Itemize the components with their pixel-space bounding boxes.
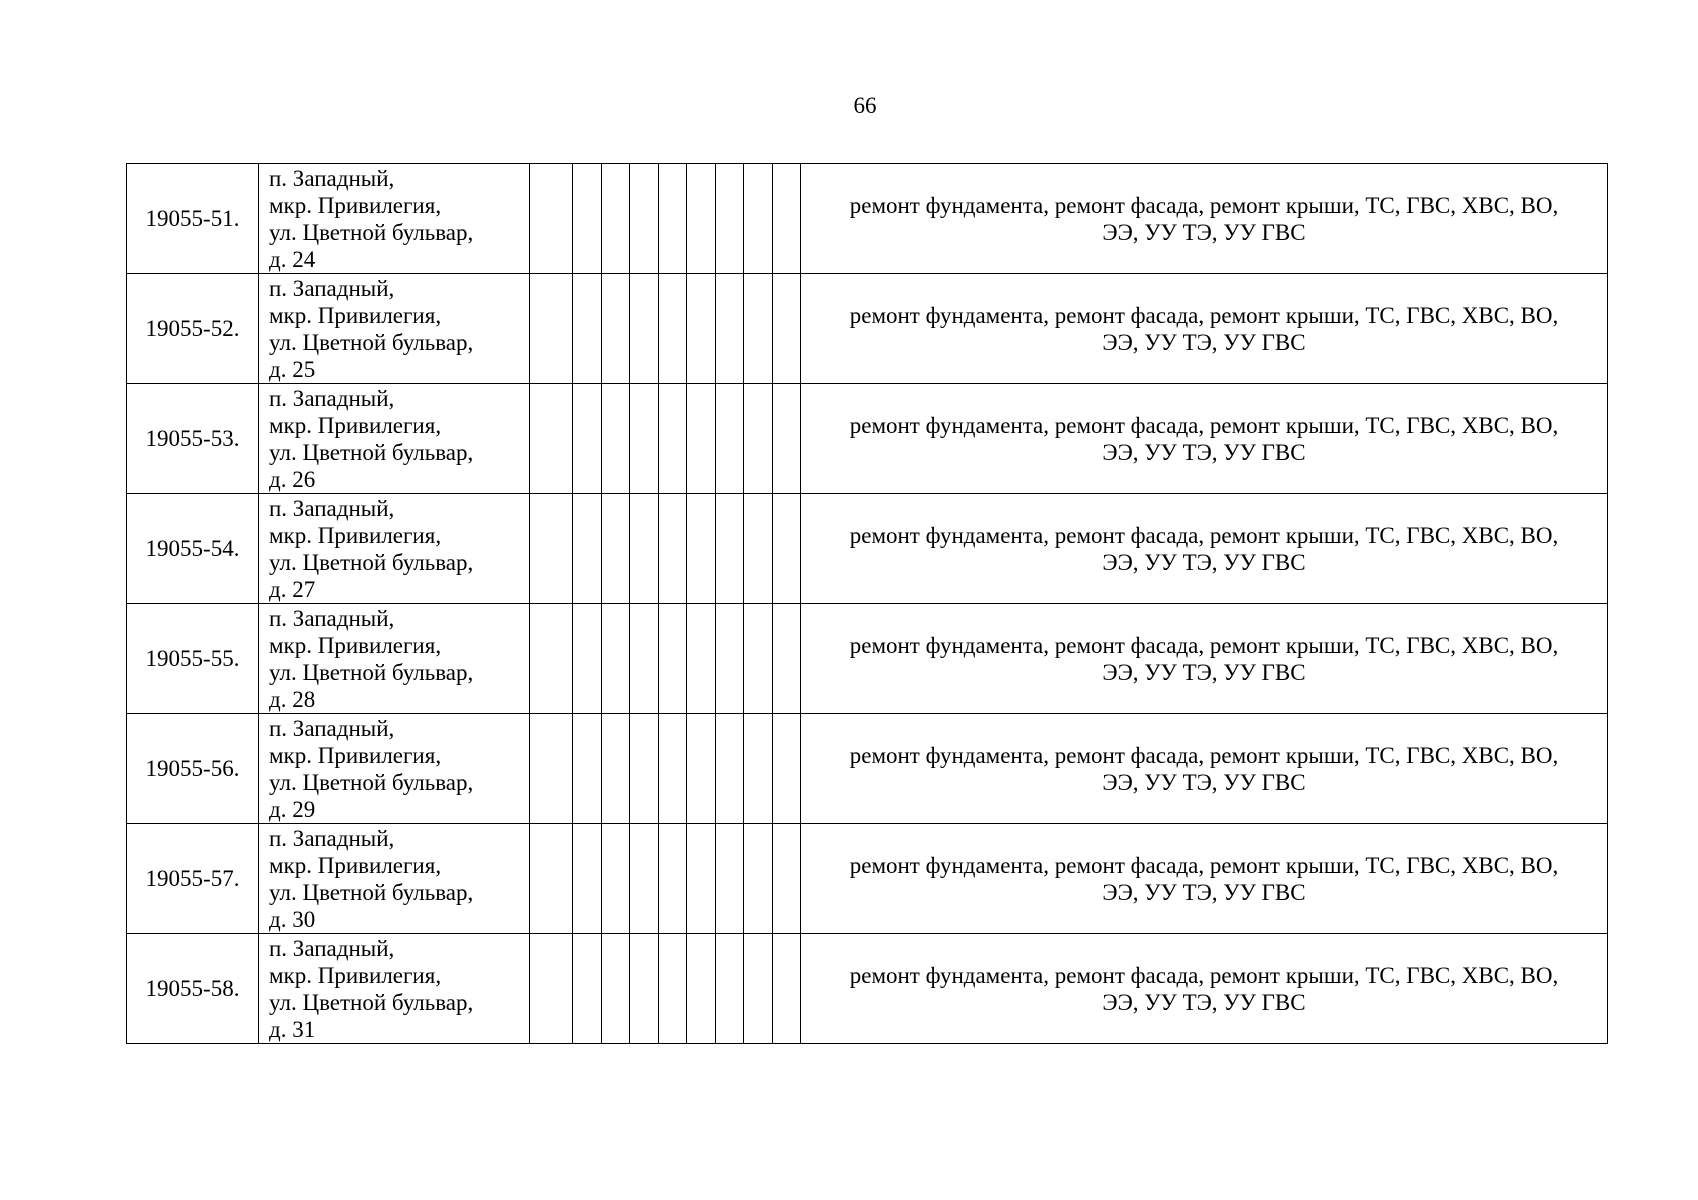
empty-cell — [687, 494, 716, 604]
works-line: ремонт фундамента, ремонт фасада, ремонт крыши, ТС, ГВС, ХВС, ВО, — [849, 412, 1559, 438]
address-line: п. Западный, — [269, 935, 395, 961]
row-number-cell: 19055-57. — [127, 824, 259, 934]
address-line: мкр. Привилегия, — [269, 522, 442, 548]
works-line: ЭЭ, УУ ТЭ, УУ ГВС — [1102, 879, 1306, 905]
empty-cell — [573, 934, 602, 1044]
empty-cell — [772, 164, 801, 274]
row-number-cell: 19055-55. — [127, 604, 259, 714]
works-line: ремонт фундамента, ремонт фасада, ремонт крыши, ТС, ГВС, ХВС, ВО, — [849, 632, 1559, 658]
empty-cell — [658, 384, 687, 494]
works-line: ремонт фундамента, ремонт фасада, ремонт крыши, ТС, ГВС, ХВС, ВО, — [849, 852, 1559, 878]
empty-cell — [772, 494, 801, 604]
works-cell — [801, 274, 1608, 384]
empty-cell — [715, 604, 744, 714]
works-cell — [801, 164, 1608, 274]
works-line: ЭЭ, УУ ТЭ, УУ ГВС — [1102, 329, 1306, 355]
empty-cell — [658, 494, 687, 604]
empty-cell — [601, 824, 630, 934]
empty-cell — [530, 274, 573, 384]
address-line: д. 28 — [269, 686, 316, 712]
empty-cell — [530, 494, 573, 604]
empty-cell — [630, 714, 659, 824]
address-line: ул. Цветной бульвар, — [269, 879, 474, 905]
table-row — [127, 934, 1608, 1044]
empty-cell — [715, 934, 744, 1044]
row-number-cell: 19055-56. — [127, 714, 259, 824]
works-cell — [801, 824, 1608, 934]
address-line: п. Западный, — [269, 715, 395, 741]
address-line: п. Западный, — [269, 385, 395, 411]
address-line: д. 29 — [269, 796, 316, 822]
table-body — [127, 164, 1608, 1044]
table-row — [127, 274, 1608, 384]
row-number-cell: 19055-53. — [127, 384, 259, 494]
works-line: ЭЭ, УУ ТЭ, УУ ГВС — [1102, 439, 1306, 465]
empty-cell — [744, 384, 773, 494]
empty-cell — [573, 164, 602, 274]
address-line: д. 31 — [269, 1016, 316, 1042]
empty-cell — [772, 384, 801, 494]
empty-cell — [573, 604, 602, 714]
empty-cell — [687, 164, 716, 274]
works-cell — [801, 714, 1608, 824]
address-line: д. 24 — [269, 246, 316, 272]
works-line: ЭЭ, УУ ТЭ, УУ ГВС — [1102, 659, 1306, 685]
empty-cell — [573, 274, 602, 384]
empty-cell — [658, 934, 687, 1044]
row-number-cell: 19055-51. — [127, 164, 259, 274]
address-cell — [259, 274, 530, 384]
empty-cell — [772, 604, 801, 714]
works-cell — [801, 384, 1608, 494]
works-cell — [801, 494, 1608, 604]
empty-cell — [744, 934, 773, 1044]
empty-cell — [715, 824, 744, 934]
empty-cell — [772, 934, 801, 1044]
address-line: ул. Цветной бульвар, — [269, 219, 474, 245]
empty-cell — [715, 714, 744, 824]
works-line: ЭЭ, УУ ТЭ, УУ ГВС — [1102, 989, 1306, 1015]
empty-cell — [530, 934, 573, 1044]
address-line: мкр. Привилегия, — [269, 632, 442, 658]
address-line: д. 25 — [269, 356, 316, 382]
empty-cell — [530, 164, 573, 274]
empty-cell — [630, 164, 659, 274]
empty-cell — [630, 494, 659, 604]
address-line: мкр. Привилегия, — [269, 852, 442, 878]
page-number: 66 — [853, 93, 877, 118]
works-line: ремонт фундамента, ремонт фасада, ремонт крыши, ТС, ГВС, ХВС, ВО, — [849, 962, 1559, 988]
empty-cell — [658, 604, 687, 714]
empty-cell — [687, 604, 716, 714]
empty-cell — [744, 274, 773, 384]
address-line: ул. Цветной бульвар, — [269, 769, 474, 795]
empty-cell — [715, 274, 744, 384]
address-line: мкр. Привилегия, — [269, 962, 442, 988]
row-number-cell: 19055-54. — [127, 494, 259, 604]
works-line: ЭЭ, УУ ТЭ, УУ ГВС — [1102, 549, 1306, 575]
empty-cell — [744, 494, 773, 604]
address-line: мкр. Привилегия, — [269, 192, 442, 218]
table-row — [127, 714, 1608, 824]
empty-cell — [658, 164, 687, 274]
empty-cell — [772, 714, 801, 824]
address-cell — [259, 714, 530, 824]
empty-cell — [687, 384, 716, 494]
empty-cell — [715, 164, 744, 274]
address-line: п. Западный, — [269, 275, 395, 301]
address-line: ул. Цветной бульвар, — [269, 329, 474, 355]
address-cell — [259, 384, 530, 494]
address-line: п. Западный, — [269, 495, 395, 521]
row-number-cell: 19055-58. — [127, 934, 259, 1044]
empty-cell — [530, 604, 573, 714]
empty-cell — [601, 164, 630, 274]
address-line: мкр. Привилегия, — [269, 412, 442, 438]
works-line: ремонт фундамента, ремонт фасада, ремонт крыши, ТС, ГВС, ХВС, ВО, — [849, 742, 1559, 768]
empty-cell — [658, 824, 687, 934]
empty-cell — [601, 274, 630, 384]
empty-cell — [630, 604, 659, 714]
empty-cell — [601, 604, 630, 714]
empty-cell — [530, 714, 573, 824]
empty-cell — [772, 824, 801, 934]
empty-cell — [744, 824, 773, 934]
address-line: п. Западный, — [269, 165, 395, 191]
empty-cell — [573, 384, 602, 494]
works-line: ЭЭ, УУ ТЭ, УУ ГВС — [1102, 219, 1306, 245]
empty-cell — [601, 494, 630, 604]
address-line: д. 30 — [269, 906, 316, 932]
address-line: п. Западный, — [269, 605, 395, 631]
works-line: ремонт фундамента, ремонт фасада, ремонт крыши, ТС, ГВС, ХВС, ВО, — [849, 302, 1559, 328]
empty-cell — [601, 934, 630, 1044]
address-cell — [259, 824, 530, 934]
address-line: мкр. Привилегия, — [269, 742, 442, 768]
address-cell — [259, 604, 530, 714]
works-line: ремонт фундамента, ремонт фасада, ремонт крыши, ТС, ГВС, ХВС, ВО, — [849, 192, 1559, 218]
works-line: ЭЭ, УУ ТЭ, УУ ГВС — [1102, 769, 1306, 795]
address-line: ул. Цветной бульвар, — [269, 989, 474, 1015]
works-line: ремонт фундамента, ремонт фасада, ремонт крыши, ТС, ГВС, ХВС, ВО, — [849, 522, 1559, 548]
table-row — [127, 604, 1608, 714]
empty-cell — [530, 824, 573, 934]
empty-cell — [630, 384, 659, 494]
table-row — [127, 494, 1608, 604]
works-cell — [801, 604, 1608, 714]
empty-cell — [530, 384, 573, 494]
empty-cell — [715, 494, 744, 604]
address-line: ул. Цветной бульвар, — [269, 549, 474, 575]
address-line: ул. Цветной бульвар, — [269, 439, 474, 465]
empty-cell — [573, 494, 602, 604]
empty-cell — [687, 714, 716, 824]
address-line: ул. Цветной бульвар, — [269, 659, 474, 685]
empty-cell — [687, 934, 716, 1044]
empty-cell — [744, 604, 773, 714]
repair-works-table — [126, 163, 1608, 1044]
empty-cell — [630, 824, 659, 934]
empty-cell — [573, 824, 602, 934]
works-cell — [801, 934, 1608, 1044]
empty-cell — [601, 714, 630, 824]
address-cell — [259, 934, 530, 1044]
table-row — [127, 164, 1608, 274]
address-line: д. 27 — [269, 576, 316, 602]
empty-cell — [687, 824, 716, 934]
address-line: д. 26 — [269, 466, 316, 492]
empty-cell — [630, 934, 659, 1044]
empty-cell — [744, 714, 773, 824]
address-cell — [259, 164, 530, 274]
table-row — [127, 824, 1608, 934]
empty-cell — [772, 274, 801, 384]
empty-cell — [687, 274, 716, 384]
empty-cell — [601, 384, 630, 494]
empty-cell — [658, 714, 687, 824]
row-number-cell: 19055-52. — [127, 274, 259, 384]
table-row — [127, 384, 1608, 494]
address-line: мкр. Привилегия, — [269, 302, 442, 328]
empty-cell — [630, 274, 659, 384]
address-line: п. Западный, — [269, 825, 395, 851]
empty-cell — [573, 714, 602, 824]
empty-cell — [715, 384, 744, 494]
address-cell — [259, 494, 530, 604]
empty-cell — [744, 164, 773, 274]
empty-cell — [658, 274, 687, 384]
